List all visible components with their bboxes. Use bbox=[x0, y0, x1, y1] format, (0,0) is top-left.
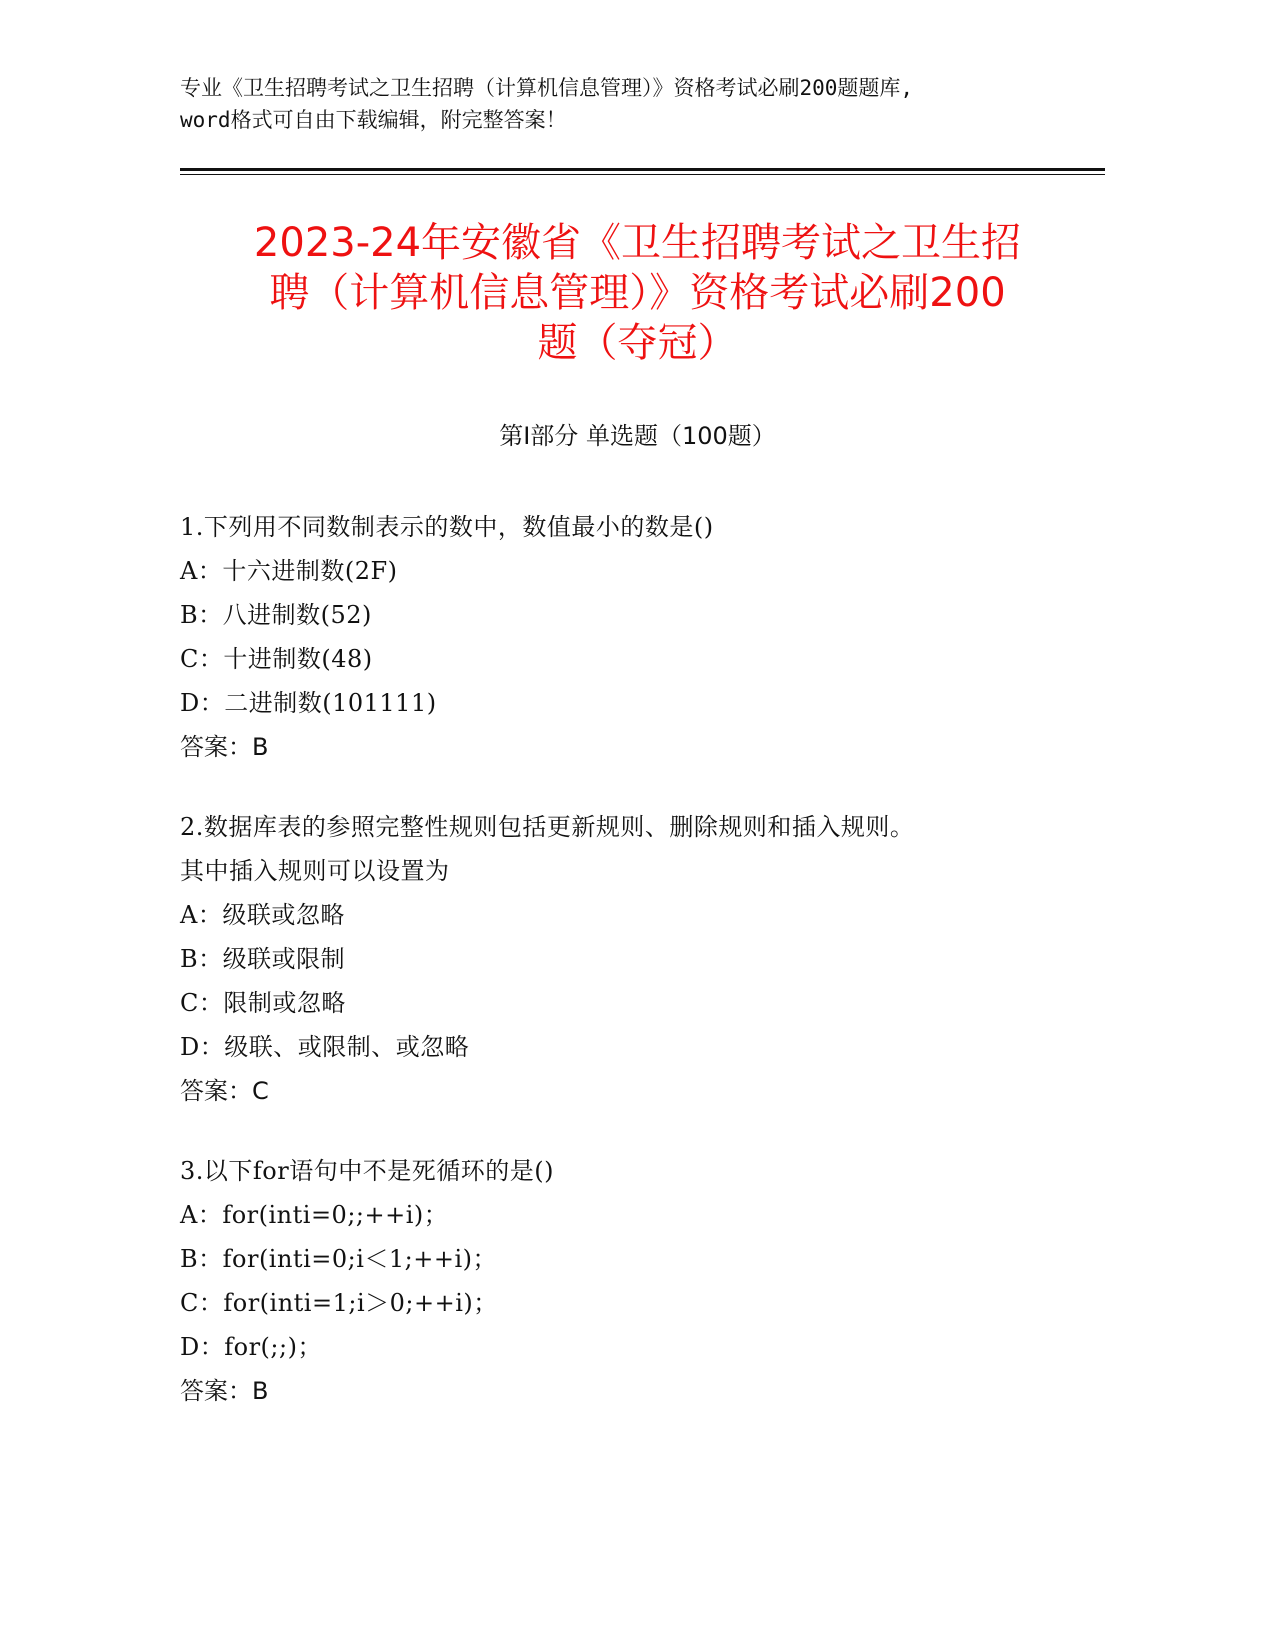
header-rule-thin bbox=[180, 174, 1105, 175]
question-1 bbox=[180, 505, 1110, 769]
option-a: A：级联或忽略 bbox=[180, 901, 345, 929]
option-c: C：for(inti=1;i＞0;++i)； bbox=[180, 1289, 498, 1317]
option-b: B：级联或限制 bbox=[180, 945, 346, 973]
header-note-line-1: 专业《卫生招聘考试之卫生招聘（计算机信息管理）》资格考试必刷200题题库, bbox=[180, 76, 914, 100]
option-b: B：for(inti=0;i＜1;++i)； bbox=[180, 1245, 498, 1273]
question-stem: 3.以下for语句中不是死循环的是() bbox=[180, 1157, 554, 1185]
header-note bbox=[180, 72, 1110, 136]
document-title bbox=[150, 218, 1125, 368]
title-line-1: 2023-24年安徽省《卫生招聘考试之卫生招 bbox=[253, 220, 1022, 266]
answer: 答案：B bbox=[180, 1377, 269, 1405]
question-2 bbox=[180, 805, 1110, 1113]
title-line-3: 题（夺冠） bbox=[537, 320, 738, 366]
option-c: C：十进制数(48) bbox=[180, 645, 373, 673]
option-d: D：级联、或限制、或忽略 bbox=[180, 1033, 470, 1061]
option-d: D：二进制数(101111) bbox=[180, 689, 437, 717]
option-d: D：for(;;)； bbox=[180, 1333, 322, 1361]
header-note-line-2: word格式可自由下载编辑，附完整答案！ bbox=[180, 108, 567, 132]
option-c: C：限制或忽略 bbox=[180, 989, 346, 1017]
question-stem-continued: 其中插入规则可以设置为 bbox=[180, 857, 450, 885]
option-b: B：八进制数(52) bbox=[180, 601, 372, 629]
question-list bbox=[180, 505, 1110, 1449]
header-rule-thick bbox=[180, 168, 1105, 171]
section-title: 第Ⅰ部分 单选题（100题） bbox=[499, 422, 776, 450]
option-a: A：十六进制数(2F) bbox=[180, 557, 398, 585]
question-3 bbox=[180, 1149, 1110, 1413]
question-stem: 1.下列用不同数制表示的数中，数值最小的数是() bbox=[180, 513, 714, 541]
answer: 答案：B bbox=[180, 733, 269, 761]
answer: 答案：C bbox=[180, 1077, 269, 1105]
option-a: A：for(inti=0;;++i)； bbox=[180, 1201, 449, 1229]
title-line-2: 聘（计算机信息管理）》资格考试必刷200 bbox=[269, 270, 1006, 316]
question-stem: 2.数据库表的参照完整性规则包括更新规则、删除规则和插入规则。 bbox=[180, 813, 915, 841]
